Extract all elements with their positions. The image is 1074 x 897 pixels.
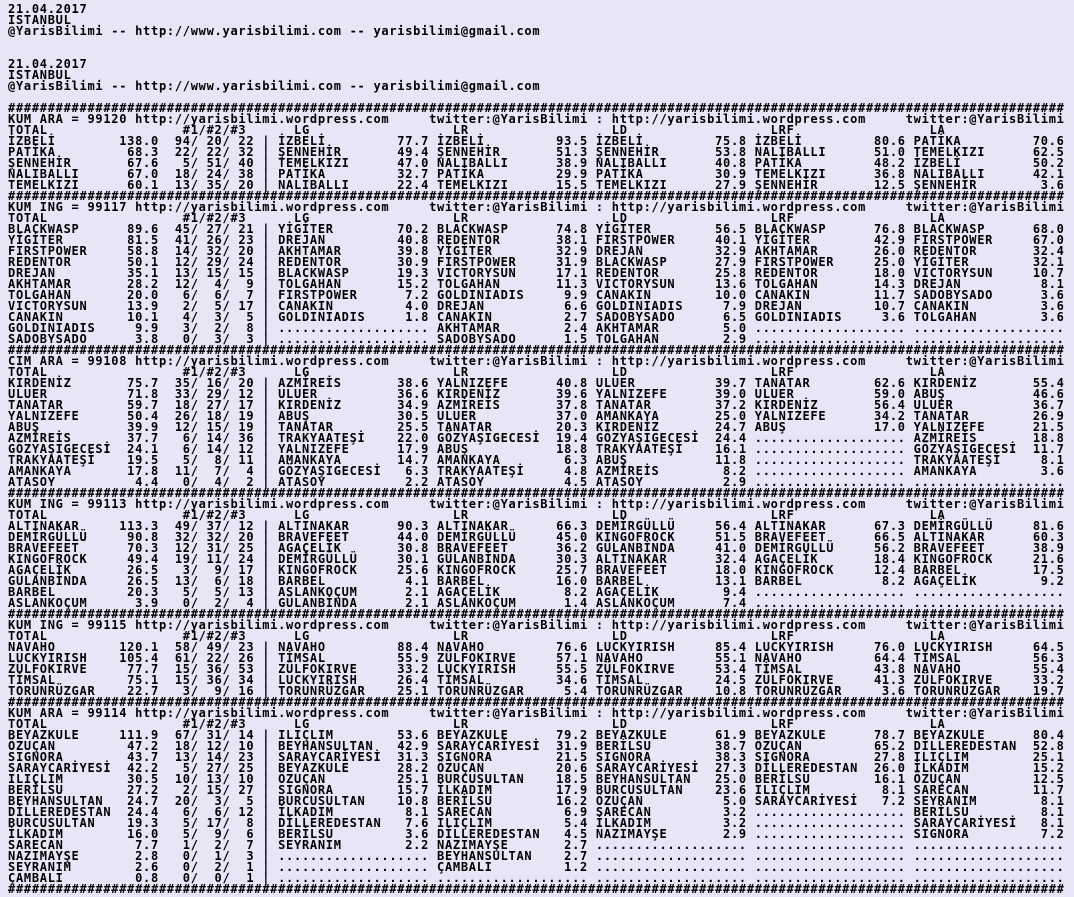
- section-separator: #####################################################################################################################################: [8, 607, 1065, 621]
- stats-row: DREJAN 35.1 13/ 15/ 15 | BLACKWASP 19.3 VICTORYSUN 17.1 REDENTOR 25.8 REDENTOR 18.0 VICTORYSUN 10.7: [8, 266, 1065, 280]
- stats-row: ÖZUÇAN 47.2 18/ 12/ 10 | BEYHANSULTAN 42.9 SARAYCARİYESİ 31.9 BERİLSU 38.7 ÖZUÇAN 65.2 DİLLEREDESTAN 52.8: [8, 739, 1065, 753]
- stats-row: SEYRANIM 2.6 0/ 2/ 1 | ................... ÇAMBALI 1.2 ................... ................... ...................: [8, 860, 1065, 874]
- stats-row: YALNIZEFE 50.4 26/ 18/ 19 | ABUŞ 30.5 ULUER 37.0 AMANKAYA 25.0 YALNIZEFE 34.2 TANATAR 26.9: [8, 409, 1065, 423]
- section-separator: #####################################################################################################################################: [8, 882, 1065, 896]
- section-title: KUM ARA = 99114 http://yarisbilimi.wordpress.com twitter:@YarisBilimi : http://yarisbilimi.wordpress.com twitter:@YarisBilimi: [8, 706, 1065, 720]
- stats-row: NALIBALLI 67.0 18/ 24/ 38 | PATİKA 32.7 PATİKA 29.9 PATİKA 30.9 TEMELKIZI 36.8 NALIBALLI 42.1: [8, 167, 1065, 181]
- stats-row: BERİLSU 27.2 2/ 15/ 27 | SIGNORA 15.7 İLKADIM 17.9 BURCUSULTAN 23.6 ILIÇLIM 8.1 SARECAN 11.7: [8, 783, 1065, 797]
- stats-row: BARBEL 20.3 5/ 5/ 13 | ASLANKOÇUM 2.1 AGAÇELİK 8.2 AGAÇELİK 9.4 ................... ...................: [8, 585, 1065, 599]
- column-header-row: TOTAL #1/#2/#3 LG LR LD LRF LA: [8, 717, 1065, 731]
- stats-row: BEYHANSULTAN 24.7 20/ 3/ 5 | BURCUSULTAN 10.8 BERİLSU 16.2 ÖZUÇAN 5.0 SARAYCARİYESİ 7.2 SEYRANIM 8.1: [8, 794, 1065, 808]
- column-header-row: TOTAL #1/#2/#3 LG LR LD LRF LA: [8, 123, 1065, 137]
- stats-row: AMANKAYA 17.8 11/ 7/ 4 | GÖZYAŞIGECESİ 6.3 TRAKYAATEŞİ 4.8 AZMİREİS 8.2 ................... AMANKAYA 3.6: [8, 464, 1065, 478]
- stats-row: TEMELKIZI 60.1 13/ 35/ 20 | NALIBALLI 22.4 TEMELKIZI 15.5 TEMELKIZI 27.9 ŞENNEHİR 12.5 ŞENNEHİR 3.6: [8, 178, 1065, 192]
- column-header-row: TOTAL #1/#2/#3 LG LR LD LRF LA: [8, 508, 1065, 522]
- section-title: CIM ARA = 99108 http://yarisbilimi.wordpress.com twitter:@YarisBilimi : http://yarisbilimi.wordpress.com twitter:@YarisBilimi: [8, 354, 1065, 368]
- column-header-row: TOTAL #1/#2/#3 LG LR LD LRF LA: [8, 211, 1065, 225]
- report-date: 21.04.2017: [8, 57, 88, 71]
- section-separator: #####################################################################################################################################: [8, 486, 1065, 500]
- stats-row: DEMİRGÜLLÜ 90.8 32/ 32/ 20 | BRAVEFEET 44.0 DEMİRGÜLLÜ 45.0 KINGOFROCK 51.5 BRAVEFEET 66.5 ALTINAKAR 60.3: [8, 530, 1065, 544]
- stats-row: BURCUSULTAN 19.3 5/ 17/ 8 | DİLLEREDESTAN 7.6 ILIÇLIM 5.4 İLKADIM 3.2 ................... SARAYCARİYESİ 8.1: [8, 816, 1065, 830]
- stats-row: ALTINAKAR 113.3 49/ 37/ 12 | ALTINAKAR 90.3 ALTINAKAR 66.3 DEMİRGÜLLÜ 56.4 ALTINAKAR 67.3 DEMİRGÜLLÜ 81.6: [8, 519, 1065, 533]
- stats-row: AGAÇELİK 26.5 3/ 9/ 17 | KINGOFROCK 25.6 KINGOFROCK 25.7 BRAVEFEET 18.0 KINGOFROCK 12.4 BARBEL 17.5: [8, 563, 1065, 577]
- stats-row: ZÜLFOKIRVE 77.7 15/ 36/ 53 | ZÜLFOKIRVE 33.2 LUCKYIRISH 55.5 ZÜLFOKIRVE 53.4 TİMSAL 43.8 NAVAHO 55.4: [8, 662, 1065, 676]
- stats-row: GOLDINIADIS 9.9 3/ 2/ 8 | ................... AKHTAMAR 2.4 AKHTAMAR 5.0 ................... ...................: [8, 321, 1065, 335]
- contact-line: @YarisBilimi -- http://www.yarisbilimi.com -- yarisbilimi@gmail.com: [8, 24, 541, 38]
- stats-row: TRAKYAATEŞİ 19.5 5/ 8/ 11 | AMANKAYA 14.7 AMANKAYA 6.3 ABUŞ 11.8 ................... TRAKYAATEŞİ 8.1: [8, 453, 1065, 467]
- stats-row: YİGİTER 81.5 41/ 26/ 23 | DREJAN 40.8 REDENTOR 38.1 FIRSTPOWER 40.1 YİGİTER 42.9 FIRSTPOWER 67.0: [8, 233, 1065, 247]
- stats-row: BEYAZKULE 111.9 67/ 31/ 14 | ILIÇLIM 53.6 BEYAZKULE 79.2 BEYAZKULE 61.9 BEYAZKULE 78.7 BEYAZKULE 80.4: [8, 728, 1065, 742]
- stats-row: LUCKYIRISH 105.4 61/ 22/ 26 | TİMSAL 55.9 ZÜLFOKIRVE 57.1 NAVAHO 55.1 NAVAHO 64.4 TİMSAL 56.3: [8, 651, 1065, 665]
- stats-row: TOLGAHAN 20.0 6/ 6/ 7 | FIRSTPOWER 7.2 GOLDINIADIS 9.9 CANAKIN 10.0 CANAKIN 11.7 SADOBYSADO 3.6: [8, 288, 1065, 302]
- stats-row: FIRSTPOWER 58.8 14/ 32/ 20 | AKHTAMAR 39.8 YİGİTER 32.9 DREJAN 32.9 AKHTAMAR 26.0 REDENTOR 32.4: [8, 244, 1065, 258]
- column-header-row: TOTAL #1/#2/#3 LG LR LD LRF LA: [8, 629, 1065, 643]
- section-title: KUM ARA = 99120 http://yarisbilimi.wordpress.com twitter:@YarisBilimi : http://yarisbilimi.wordpress.com twitter:@YarisBilimi: [8, 112, 1065, 126]
- column-header-row: TOTAL #1/#2/#3 LG LR LD LRF LA: [8, 365, 1065, 379]
- stats-row: SARECAN 7.7 1/ 2/ 7 | SEYRANIM 2.2 NAZIMAYŞE 2.7 ................... ................... ...................: [8, 838, 1065, 852]
- stats-row: İLKADIM 16.0 5/ 9/ 6 | BERİLSU 3.6 DİLLEREDESTAN 4.5 NAZIMAYŞE 2.9 ................... SIGNORA 7.2: [8, 827, 1065, 841]
- blank-line: [8, 37, 1074, 48]
- stats-row: AZMİREİS 37.7 6/ 14/ 36 | TRAKYAATEŞİ 22.0 GÖZYAŞIGECESİ 19.4 GÖZYAŞIGECESİ 24.4 ................... AZMİREİS 18.8: [8, 431, 1065, 445]
- section-separator: #####################################################################################################################################: [8, 343, 1065, 357]
- report-city: ISTANBUL: [8, 13, 72, 27]
- stats-row: BRAVEFEET 70.3 12/ 31/ 25 | AGAÇELİK 30.8 BRAVEFEET 36.2 GÜLANBİNDA 41.0 DEMİRGÜLLÜ 56.2 BRAVEFEET 38.9: [8, 541, 1065, 555]
- stats-row: AKHTAMAR 28.2 12/ 4/ 9 | TOLGAHAN 15.2 TOLGAHAN 11.3 VICTORYSUN 13.6 TOLGAHAN 14.3 DREJAN 8.1: [8, 277, 1065, 291]
- stats-row: ABUŞ 39.9 12/ 15/ 19 | TANATAR 25.5 TANATAR 20.3 KIRDENİZ 24.7 ABUŞ 17.0 YALNIZEFE 21.5: [8, 420, 1065, 434]
- stats-row: ILIÇLIM 30.5 10/ 13/ 10 | ÖZUÇAN 25.1 BURCUSULTAN 18.5 BEYHANSULTAN 25.0 BERİLSU 16.1 ÖZUÇAN 12.5: [8, 772, 1065, 786]
- stats-row: SADOBYSADO 3.8 0/ 3/ 3 | ................... SADOBYSADO 1.5 TOLGAHAN 2.9 ................... ...................: [8, 332, 1065, 346]
- report-date: 21.04.2017: [8, 2, 88, 16]
- stats-row: GÖZYAŞIGECESİ 24.1 6/ 14/ 12 | YALNIZEFE 17.9 ABUŞ 18.8 TRAKYAATEŞİ 16.1 ................... GÖZYAŞIGECESİ 11.7: [8, 442, 1065, 456]
- stats-row: TİMSAL 75.1 15/ 36/ 34 | LUCKYIRISH 26.4 TİMSAL 34.6 TİMSAL 24.5 ZÜLFOKIRVE 41.3 ZÜLFOKIRVE 33.2: [8, 673, 1065, 687]
- section-title: KUM ING = 99117 http://yarisbilimi.wordpress.com twitter:@YarisBilimi : http://yarisbilimi.wordpress.com twitter:@YarisBilimi: [8, 200, 1065, 214]
- section-title: KUM ING = 99113 http://yarisbilimi.wordpress.com twitter:@YarisBilimi : http://yarisbilimi.wordpress.com twitter:@YarisBilimi: [8, 497, 1065, 511]
- stats-row: TANATAR 59.7 18/ 27/ 17 | KIRDENİZ 34.9 AZMİREİS 37.8 TANATAR 37.2 KIRDENİZ 56.4 ULUER 36.7: [8, 398, 1065, 412]
- stats-row: NAVAHO 120.1 58/ 49/ 23 | NAVAHO 88.4 NAVAHO 76.6 LUCKYIRISH 85.4 LUCKYIRISH 76.0 LUCKYIRISH 64.5: [8, 640, 1065, 654]
- stats-row: İZBELİ 138.0 94/ 20/ 22 | İZBELİ 77.7 İZBELİ 93.5 İZBELİ 75.8 İZBELİ 80.6 PATİKA 70.6: [8, 134, 1065, 148]
- stats-row: NAZIMAYŞE 2.8 0/ 1/ 3 | ................... BEYHANSULTAN 2.7 ................... ................... ...................: [8, 849, 1065, 863]
- blank-line: [8, 48, 1074, 59]
- stats-row: ATASOY 4.4 0/ 4/ 2 | ATASOY 2.2 ATASOY 4.5 ATASOY 2.9 ................... ...................: [8, 475, 1065, 489]
- stats-row: ŞENNEHİR 67.6 5/ 51/ 40 | TEMELKIZI 47.0 NALIBALLI 38.9 NALIBALLI 40.8 PATİKA 48.2 İZBELİ 50.2: [8, 156, 1065, 170]
- stats-row: GÜLANBİNDA 26.5 13/ 6/ 18 | BARBEL 4.1 BARBEL 16.0 BARBEL 13.1 BARBEL 8.2 AGAÇELİK 9.2: [8, 574, 1065, 588]
- stats-row: PATİKA 68.3 22/ 22/ 32 | ŞENNEHİR 49.4 ŞENNEHİR 51.3 ŞENNEHİR 53.8 NALIBALLI 51.0 TEMELKIZI 62.5: [8, 145, 1065, 159]
- stats-row: ASLANKOÇUM 3.9 0/ 2/ 4 | GÜLANBİNDA 2.1 ASLANKOÇUM 1.4 ASLANKOÇUM 7.4 ................... ...................: [8, 596, 1065, 610]
- stats-row: KINGOFROCK 49.4 19/ 11/ 24 | DEMİRGÜLLÜ 30.1 GÜLANBİNDA 30.3 ALTINAKAR 32.4 AGAÇELİK 18.4 KINGOFROCK 21.6: [8, 552, 1065, 566]
- stats-row: CANAKIN 10.1 4/ 3/ 5 | GOLDINIADIS 1.8 CANAKIN 2.7 SADOBYSADO 6.5 GOLDINIADIS 3.6 TOLGAHAN 3.6: [8, 310, 1065, 324]
- report-city: ISTANBUL: [8, 68, 72, 82]
- section-separator: #####################################################################################################################################: [8, 695, 1065, 709]
- stats-row: ULUER 71.8 33/ 29/ 12 | ULUER 36.6 KIRDENİZ 39.6 YALNIZEFE 39.0 ULUER 59.0 ABUŞ 46.6: [8, 387, 1065, 401]
- section-separator: #####################################################################################################################################: [8, 101, 1065, 115]
- section-separator: #####################################################################################################################################: [8, 189, 1065, 203]
- stats-row: SIGNORA 43.7 13/ 14/ 23 | SARAYCARİYESİ 31.3 SIGNORA 21.5 SIGNORA 38.3 SIGNORA 27.8 ILIÇLIM 25.1: [8, 750, 1065, 764]
- stats-row: TORUNRÜZGAR 22.7 3/ 9/ 16 | TORUNRÜZGAR 25.1 TORUNRÜZGAR 5.4 TORUNRÜZGAR 10.8 TORUNRÜZGAR 3.6 TORUNRÜZGAR 19.7: [8, 684, 1065, 698]
- stats-row: VICTORYSUN 13.9 2/ 5/ 17 | CANAKIN 4.0 DREJAN 6.6 GOLDINIADIS 7.9 DREJAN 10.7 CANAKIN 3.6: [8, 299, 1065, 313]
- stats-row: REDENTOR 50.1 12/ 29/ 24 | REDENTOR 30.9 FIRSTPOWER 31.9 BLACKWASP 27.9 FIRSTPOWER 25.0 YİGİTER 32.1: [8, 255, 1065, 269]
- stats-row: DİLLEREDESTAN 24.4 6/ 6/ 12 | İLKADIM 8.1 SARECAN 6.9 SARECAN 3.2 ................... BERİLSU 8.1: [8, 805, 1065, 819]
- stats-row: SARAYCARİYESİ 42.2 5/ 27/ 25 | BEYAZKULE 28.2 ÖZUÇAN 20.6 SARAYCARİYESİ 27.3 DİLLEREDESTAN 26.0 İLKADIM 15.2: [8, 761, 1065, 775]
- contact-line: @YarisBilimi -- http://www.yarisbilimi.com -- yarisbilimi@gmail.com: [8, 79, 541, 93]
- stats-row: BLACKWASP 89.6 45/ 27/ 21 | YİGİTER 70.2 BLACKWASP 74.8 YİGİTER 56.5 BLACKWASP 76.8 BLACKWASP 68.0: [8, 222, 1065, 236]
- stats-row: ÇAMBALI 0.8 0/ 0/ 1 | ................... ................... ................... ................... ...................: [8, 871, 1065, 885]
- section-title: KUM ING = 99115 http://yarisbilimi.wordpress.com twitter:@YarisBilimi : http://yarisbilimi.wordpress.com twitter:@YarisBilimi: [8, 618, 1065, 632]
- stats-row: KIRDENİZ 75.7 35/ 16/ 20 | AZMİREİS 38.6 YALNIZEFE 40.8 ULUER 39.7 TANATAR 62.6 KIRDENİZ 55.4: [8, 376, 1065, 390]
